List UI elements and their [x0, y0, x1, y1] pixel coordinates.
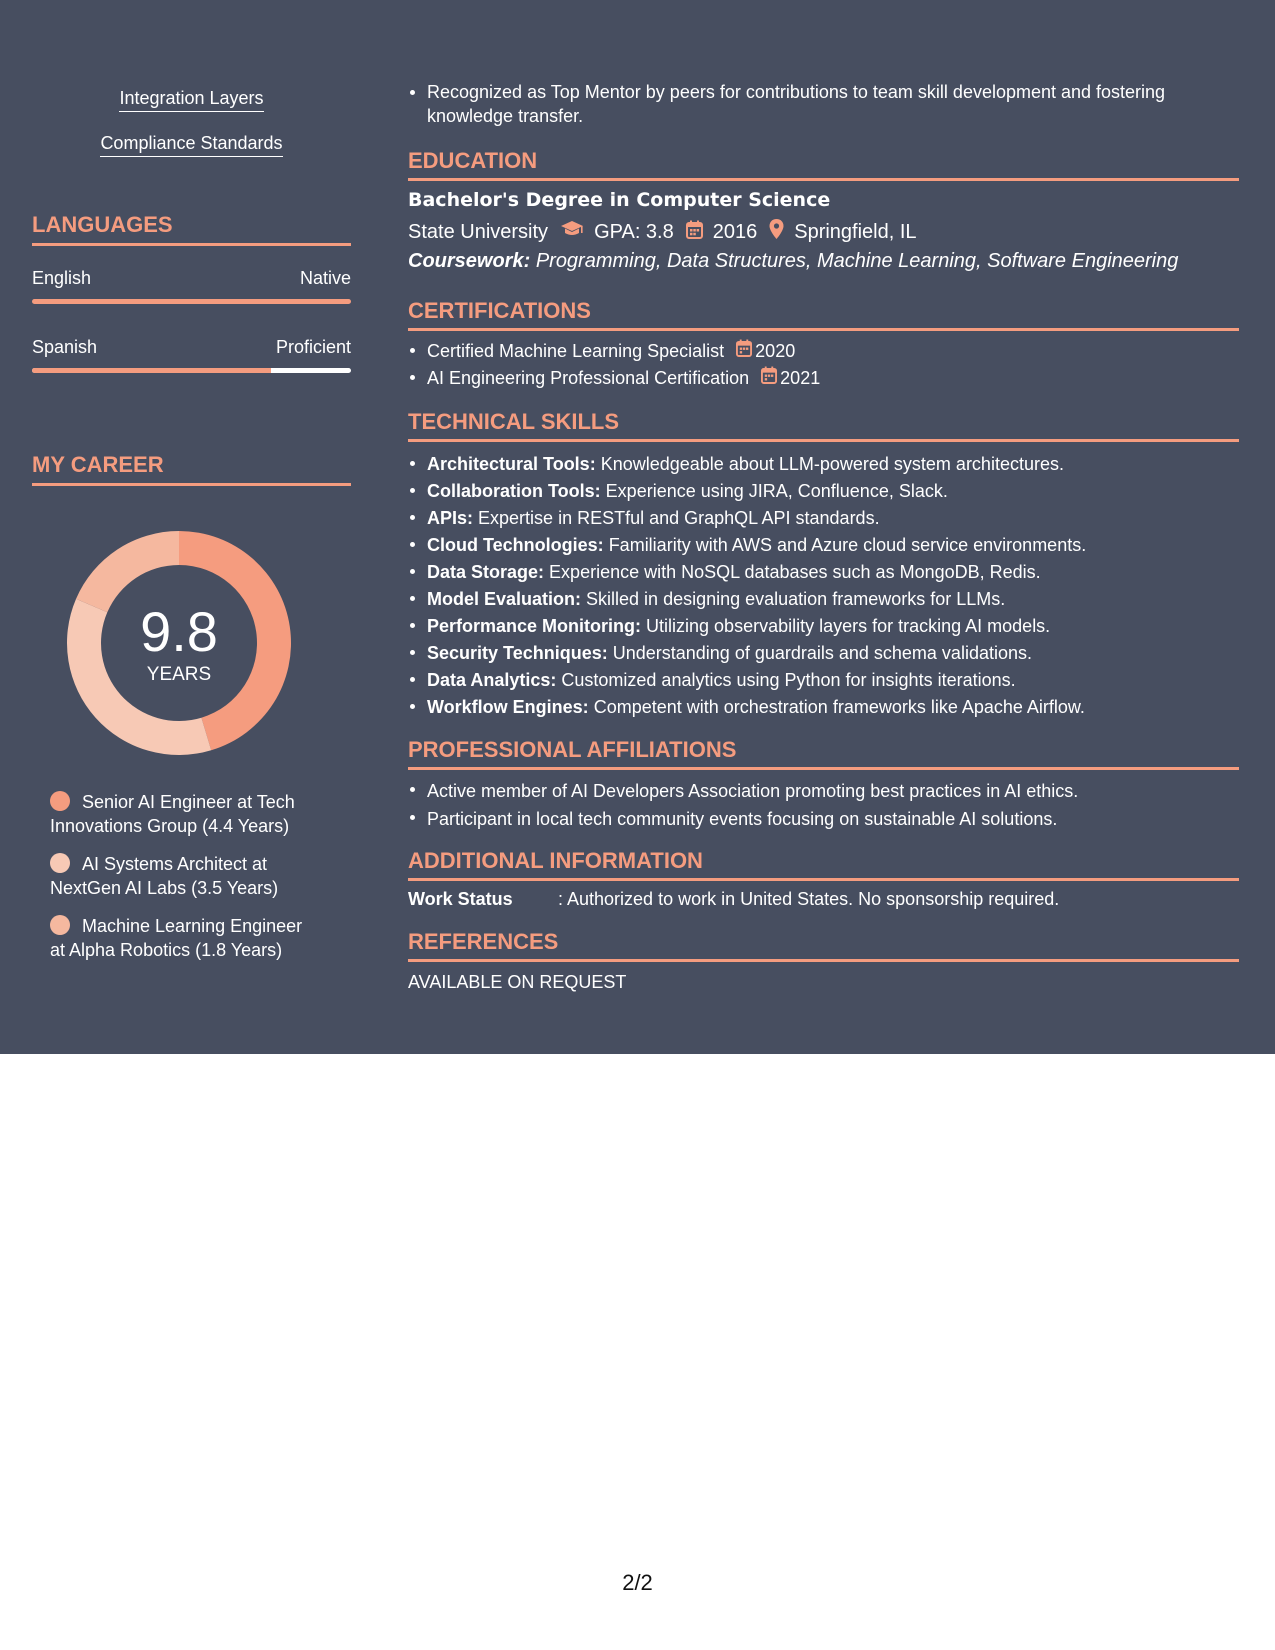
- achievements-list: [408, 80, 1239, 128]
- career-legend-item: [50, 914, 320, 962]
- list-item: [408, 478, 1239, 505]
- certification-name: Certified Machine Learning Specialist: [427, 341, 725, 361]
- coursework: [408, 250, 1178, 273]
- languages-heading: LANGUAGES: [32, 212, 351, 246]
- skill-item: [32, 133, 351, 154]
- list-item: Participant in local tech community events focusing on sustainable AI solutions.: [408, 805, 1239, 833]
- skill-text: Utilizing observability layers for tracking AI models.: [646, 616, 1051, 636]
- language-row: [32, 268, 351, 289]
- career-legend-item: [50, 790, 320, 838]
- calendar-icon: [686, 220, 703, 245]
- certifications-heading: CERTIFICATIONS: [408, 298, 1239, 331]
- calendar-icon: [761, 365, 777, 392]
- calendar-icon: [736, 338, 752, 365]
- skill-item: [32, 88, 351, 109]
- list-item: [408, 532, 1239, 559]
- list-item: [408, 505, 1239, 532]
- list-item: Recognized as Top Mentor by peers for contributions to team skill development and fostering knowledge transfer.: [408, 80, 1239, 128]
- additional-info-heading: ADDITIONAL INFORMATION: [408, 848, 1239, 881]
- coursework-value: Programming, Data Structures, Machine Learning, Software Engineering: [535, 250, 1179, 272]
- career-donut: [66, 530, 292, 756]
- work-status: [408, 889, 1059, 910]
- language-bar: [32, 368, 351, 373]
- language-row: [32, 337, 351, 358]
- skill-label: Data Storage:: [427, 562, 545, 582]
- language-name: English: [32, 268, 92, 288]
- skill-label: Workflow Engines:: [427, 697, 589, 717]
- certification-year: 2020: [755, 341, 796, 361]
- skill-label: Security Techniques:: [427, 643, 608, 663]
- skill-label: Integration Layers: [119, 88, 263, 112]
- language-level: Native: [299, 268, 351, 288]
- skill-label: Model Evaluation:: [427, 589, 582, 609]
- work-status-value: : Authorized to work in United States. No sponsorship required.: [558, 889, 1060, 909]
- graduation-year: 2016: [712, 220, 758, 243]
- affiliations-list: [408, 777, 1239, 833]
- list-item: Active member of AI Developers Association promoting best practices in AI ethics.: [408, 777, 1239, 805]
- skill-text: Expertise in RESTful and GraphQL API standards.: [478, 508, 880, 528]
- affiliations-heading: PROFESSIONAL AFFILIATIONS: [408, 737, 1239, 770]
- career-legend-item: [50, 852, 320, 900]
- education-heading: EDUCATION: [408, 148, 1239, 181]
- location: Springfield, IL: [794, 220, 917, 243]
- skill-text: Familiarity with AWS and Azure cloud service environments.: [608, 535, 1087, 555]
- skill-text: Experience with NoSQL databases such as MongoDB, Redis.: [549, 562, 1041, 582]
- coursework-label: Coursework:: [408, 250, 531, 272]
- gpa: GPA: 3.8: [594, 220, 674, 243]
- school-name: State University: [408, 220, 549, 243]
- page-number: 2/2: [622, 1570, 653, 1595]
- skill-text: Competent with orchestration frameworks like Apache Airflow.: [593, 697, 1085, 717]
- legend-dot: [50, 853, 70, 873]
- list-item: [408, 365, 1239, 392]
- education-details: [408, 219, 917, 245]
- work-status-label: Work Status: [408, 889, 513, 909]
- career-heading: MY CAREER: [32, 452, 351, 486]
- certification-year: 2021: [780, 368, 821, 388]
- list-item: [408, 586, 1239, 613]
- skill-text: Skilled in designing evaluation frameworks for LLMs.: [586, 589, 1006, 609]
- list-item: [408, 694, 1239, 721]
- sidebar: [32, 0, 351, 1054]
- list-item: [408, 640, 1239, 667]
- language-level: Proficient: [275, 337, 351, 357]
- career-unit: YEARS: [146, 664, 212, 685]
- skill-text: Customized analytics using Python for insights iterations.: [561, 670, 1016, 690]
- map-pin-icon: [769, 219, 784, 245]
- graduation-cap-icon: [560, 220, 584, 244]
- certifications-list: [408, 338, 1239, 392]
- list-item: [408, 559, 1239, 586]
- list-item: [408, 451, 1239, 478]
- skill-label: Data Analytics:: [427, 670, 557, 690]
- list-item: [408, 613, 1239, 640]
- language-bar: [32, 299, 351, 304]
- legend-label: Machine Learning Engineer at Alpha Robotics (1.8 Years): [50, 916, 303, 960]
- legend-label: AI Systems Architect at NextGen AI Labs (3.5 Years): [50, 854, 279, 898]
- skill-text: Knowledgeable about LLM-powered system architectures.: [600, 454, 1064, 474]
- legend-dot: [50, 915, 70, 935]
- skill-label: Compliance Standards: [100, 133, 282, 157]
- degree-title: Bachelor's Degree in Computer Science: [408, 189, 831, 211]
- technical-skills-list: [408, 451, 1239, 721]
- legend-dot: [50, 791, 70, 811]
- skill-text: Experience using JIRA, Confluence, Slack.: [605, 481, 948, 501]
- skill-label: Performance Monitoring:: [427, 616, 642, 636]
- certification-name: AI Engineering Professional Certification: [427, 368, 750, 388]
- language-bar-fill: [32, 368, 271, 373]
- legend-label: Senior AI Engineer at Tech Innovations Group (4.4 Years): [50, 792, 295, 836]
- career-total: 9.8: [140, 600, 218, 663]
- skill-text: Understanding of guardrails and schema validations.: [612, 643, 1032, 663]
- technical-skills-heading: TECHNICAL SKILLS: [408, 409, 1239, 442]
- references-text: AVAILABLE ON REQUEST: [408, 972, 627, 992]
- list-item: [408, 338, 1239, 365]
- references-heading: REFERENCES: [408, 929, 1239, 962]
- skill-label: Collaboration Tools:: [427, 481, 601, 501]
- skill-label: Cloud Technologies:: [427, 535, 604, 555]
- language-name: Spanish: [32, 337, 98, 357]
- skill-label: APIs:: [427, 508, 474, 528]
- skill-label: Architectural Tools:: [427, 454, 596, 474]
- list-item: [408, 667, 1239, 694]
- language-bar-fill: [32, 299, 351, 304]
